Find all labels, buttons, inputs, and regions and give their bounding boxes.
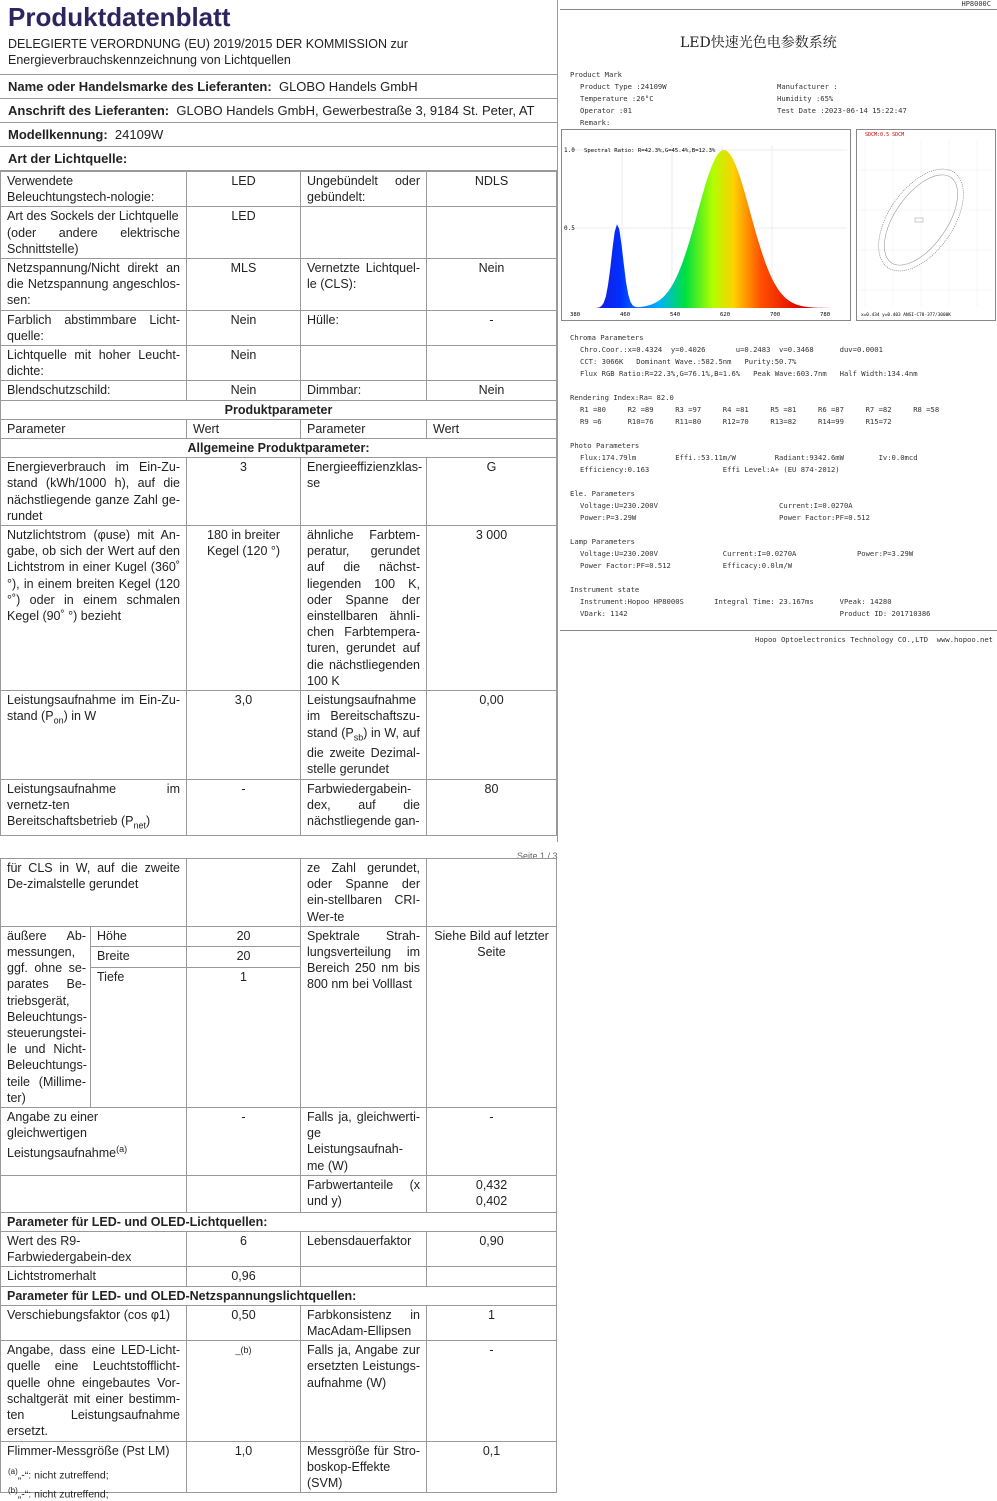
table-row	[1, 310, 557, 345]
param-value: 0,96	[187, 1267, 301, 1286]
x-tick: 540	[670, 312, 681, 318]
photo-row-1: Flux:174.79lm Effi.:53.11m/W Radiant:9342.6mW Iv:0.0mcd	[580, 453, 918, 462]
param-label: Netzspannung/Nicht direkt an die Netzspannung angeschlos-sen:	[1, 259, 187, 311]
table-row	[1, 691, 557, 780]
col-param-1: Parameter	[1, 419, 187, 438]
dim-value: 1	[187, 967, 301, 1107]
lamp-heading: Lamp Parameters	[570, 537, 635, 546]
param-label: Farbwiedergabein-dex, auf die nächstliegende gan-	[301, 779, 427, 835]
dim-name: Breite	[91, 947, 187, 968]
table-row	[1, 381, 557, 400]
param-label: Lebensdauerfaktor	[301, 1232, 427, 1267]
spectral-ratio: Spectral Ratio: R=42.3%,G=45.4%,B=12.3%	[584, 148, 716, 154]
spectrum-chart	[561, 129, 851, 321]
report-title: LED快速光色电参数系统	[680, 35, 837, 51]
param-value: NDLS	[427, 172, 557, 207]
param-value: -	[187, 779, 301, 835]
table-row	[1, 458, 557, 526]
param-label: Lichtquelle mit hoher Leucht-dichte:	[1, 346, 187, 381]
table-row	[1, 926, 557, 947]
table-row	[1, 346, 557, 381]
param-value: LED	[187, 207, 301, 259]
test-date: Test Date :2023-06-14 15:22:47	[777, 106, 907, 115]
param-value: -	[427, 310, 557, 345]
model-label: Modellkennung:	[8, 127, 108, 142]
y-tick-1: 1.0	[564, 147, 575, 154]
humidity: Humidity :65%	[777, 94, 834, 103]
datasheet-page-2	[0, 858, 557, 1493]
address-value: GLOBO Handels GmbH, Gewerbestraße 3, 9184 St. Peter, AT	[176, 103, 535, 118]
rendering-row-2: R9 =6 R10=76 R11=80 R12=70 R13=82 R14=99 R15=72	[580, 417, 892, 426]
param-value: -	[427, 1108, 557, 1176]
param-value	[427, 859, 557, 927]
col-value-2: Wert	[427, 419, 557, 438]
table-row	[1, 526, 557, 691]
measurement-report	[560, 0, 997, 648]
page-number: Seite 1 / 3	[517, 851, 558, 861]
datasheet-page-1	[0, 0, 558, 842]
general-params-heading: Allgemeine Produktparameter:	[1, 439, 557, 458]
table-row	[1, 172, 557, 207]
regulation-subtitle: DELEGIERTE VERORDNUNG (EU) 2019/2015 DER KOMMISSION zur Energieverbrauchskennzeichnung von Lichtquellen	[8, 37, 408, 67]
photo-heading: Photo Parameters	[570, 441, 640, 450]
supplier-label: Name oder Handelsmarke des Lieferanten:	[8, 79, 272, 94]
table-row	[1, 1267, 557, 1286]
page-title: Produktdatenblatt	[8, 2, 231, 32]
model-value: 24109W	[114, 127, 164, 142]
param-label: Angabe, dass eine LED-Licht-quelle eine Leuchtstofflicht-quelle ohne eingebautes Vor-schaltgerät mit einer bestimm-ten Leistungsaufnahme ersetzt.	[1, 1341, 187, 1441]
param-label: Farbwertanteile (x und y)	[301, 1175, 427, 1212]
empty-cell	[301, 1267, 427, 1286]
sdcm-label: SDCM:0.5 SDCM	[865, 132, 905, 138]
param-value: -	[427, 1341, 557, 1441]
dimensions-label: äußere Ab-messungen, ggf. ohne se-parates Be-triebsgerät, Beleuchtungs-steuerungstei-le und Nicht-Beleuchtungs-teile (Millime-ter)	[1, 926, 91, 1107]
rendering-row-1: R1 =80 R2 =89 R3 =97 R4 =81 R5 =81 R6 =87 R7 =82 R8 =58	[580, 405, 940, 414]
empty-cell	[1, 1175, 187, 1212]
param-label: Art des Sockels der Lichtquelle (oder andere elektrische Schnittstelle)	[1, 207, 187, 259]
col-value-1: Wert	[187, 419, 301, 438]
spectrum-label: Spektrale Strah-lungsverteilung im Bereich 250 nm bis 800 nm bei Volllast	[301, 926, 427, 1107]
dim-name: Tiefe	[91, 967, 187, 1107]
param-label: Leistungsaufnahme im Bereitschaftszu-stand $(P_{sb})$ in W, auf die zweite Dezimal-stelle gerundet	[301, 691, 427, 780]
x-tick: 780	[820, 312, 831, 318]
instrument-row-2: VDark: 1142 Product ID: 201710386	[580, 609, 931, 618]
x-tick: 380	[570, 312, 581, 318]
param-value: 0,00	[427, 691, 557, 780]
param-value	[427, 207, 557, 259]
table-row	[1, 1341, 557, 1441]
param-label: Energieeffizienzklas-se	[301, 458, 427, 526]
param-value: LED	[187, 172, 301, 207]
param-value: 180 in breiter Kegel (120 °)	[187, 526, 301, 691]
ele-row-1: Voltage:U=230.200V Current:I=0.0270A	[580, 501, 853, 510]
param-value: 0,50	[187, 1305, 301, 1340]
footnote-b: $^{(b)}$„-“: nicht zutreffend;	[8, 1486, 109, 1501]
param-label: Falls ja, Angabe zur ersetzten Leistungs-aufnahme (W)	[301, 1341, 427, 1441]
param-value: Nein	[187, 381, 301, 400]
param-label: Nutzlichtstrom (φuse) mit An-gabe, ob sich der Wert auf den Lichtstrom in einer Kugel (360˚ °), in einem breiten Kegel (120 °˚) oder in einem schmalen Kegel (90˚ °) bezieht	[1, 526, 187, 691]
flux-rgb-line: Flux RGB Ratio:R=22.3%,G=76.1%,B=1.6% Peak Wave:603.7nm Half Width:134.4nm	[580, 369, 918, 378]
instrument-heading: Instrument state	[570, 585, 640, 594]
param-label: Angabe zu einer gleichwertigen Leistungsaufnahme$^{(a)}$	[1, 1108, 187, 1176]
photo-row-2: Efficiency:0.163 Effi Level:A+ (EU 874-2012)	[580, 465, 840, 474]
remark: Remark:	[580, 118, 611, 127]
chroma-point	[915, 218, 923, 222]
table-row	[1, 207, 557, 259]
dim-value: 20	[187, 947, 301, 968]
product-mark-heading: Product Mark	[570, 70, 622, 79]
report-corner-label: HP8000C	[961, 0, 991, 8]
ele-row-2: Power:P=3.29W Power Factor:PF=0.512	[580, 513, 870, 522]
source-type-row	[0, 146, 557, 171]
footnote-a: $^{(a)}$„-“: nicht zutreffend;	[8, 1467, 109, 1482]
param-label	[301, 346, 427, 381]
param-value: 1,0	[187, 1441, 301, 1493]
supplier-row	[0, 74, 557, 98]
param-label: für CLS in W, auf die zweite De-zimalstelle gerundet	[1, 859, 187, 927]
address-row	[0, 98, 557, 122]
param-label: Hülle:	[301, 310, 427, 345]
mains-section-heading: Parameter für LED- und OLED-Netzspannungslichtquellen:	[1, 1286, 557, 1305]
cct-line: CCT: 3066K Dominant Wave.:582.5nm Purity:50.7%	[580, 357, 797, 366]
empty-cell	[427, 1267, 557, 1286]
param-label	[301, 207, 427, 259]
param-value: 3 000	[427, 526, 557, 691]
param-value	[187, 859, 301, 927]
chroma-heading: Chroma Parameters	[570, 333, 644, 342]
param-label: Vernetzte Lichtquel-le (CLS):	[301, 259, 427, 311]
param-value: 0,90	[427, 1232, 557, 1267]
table-row	[1, 1175, 557, 1212]
chroma-coords: Chro.Coor.:x=0.4324 y=0.4026 u=0.2483 v=0.3468 duv=0.0001	[580, 345, 883, 354]
x-tick: 700	[770, 312, 781, 318]
source-type-label: Art der Lichtquelle:	[8, 151, 128, 166]
address-label: Anschrift des Lieferanten:	[8, 103, 170, 118]
dim-value: 20	[187, 926, 301, 947]
spectrum-value: Siehe Bild auf letzter Seite	[427, 926, 557, 1107]
param-value: 3	[187, 458, 301, 526]
cie-svg	[857, 130, 995, 320]
rendering-heading: Rendering Index:Ra= 82.0	[570, 393, 674, 402]
param-label: Wert des R9-Farbwiedergabein-dex	[1, 1232, 187, 1267]
param-value: Nein	[427, 381, 557, 400]
instrument-row-1: Instrument:Hopoo HP8000S Integral Time: 23.167ms VPeak: 14280	[580, 597, 892, 606]
param-value: 0,1	[427, 1441, 557, 1493]
led-section-heading: Parameter für LED- und OLED-Lichtquellen:	[1, 1212, 557, 1231]
param-label: Falls ja, gleichwerti-ge Leistungsaufnah-me (W)	[301, 1108, 427, 1176]
dim-name: Höhe	[91, 926, 187, 947]
model-row	[0, 122, 557, 146]
param-label: Dimmbar:	[301, 381, 427, 400]
param-value: Nein	[187, 310, 301, 345]
param-label: Farblich abstimmbare Licht-quelle:	[1, 310, 187, 345]
x-tick: 460	[620, 312, 631, 318]
param-value: 3,0	[187, 691, 301, 780]
report-footer: Hopoo Optoelectronics Technology CO.,LTD www.hopoo.net	[755, 635, 993, 644]
table-row	[1, 859, 557, 927]
temperature: Temperature :26°C	[580, 94, 654, 103]
col-param-2: Parameter	[301, 419, 427, 438]
cie-chart	[856, 129, 996, 321]
product-type: Product Type :24109W	[580, 82, 667, 91]
y-tick-05: 0.5	[564, 225, 575, 232]
param-label: Flimmer-Messgröße (Pst LM)	[1, 1441, 187, 1493]
param-value: -	[187, 1108, 301, 1176]
param-label: Energieverbrauch im Ein-Zu-stand (kWh/1000 h), auf die nächstliegende ganze Zahl ge-rundet	[1, 458, 187, 526]
param-value: 6	[187, 1232, 301, 1267]
param-label: ze Zahl gerundet, oder Spanne der ein-stellbaren CRI-Wer-te	[301, 859, 427, 927]
supplier-value: GLOBO Handels GmbH	[278, 79, 418, 94]
param-label: Leistungsaufnahme im Ein-Zu-stand $(P_{on})$ in W	[1, 691, 187, 780]
lamp-row-1: Voltage:U=230.200V Current:I=0.0270A Power:P=3.29W	[580, 549, 914, 558]
product-params-heading: Produktparameter	[1, 400, 557, 419]
param-value: MLS	[187, 259, 301, 311]
cie-coords: x=0.434 y=0.403 ANSI-C78-377/3000K	[861, 313, 951, 318]
x-tick: 620	[720, 312, 731, 318]
param-label: Messgröße für Stro-boskop-Effekte (SVM)	[301, 1441, 427, 1493]
table-row	[1, 1305, 557, 1340]
param-label: Farbkonsistenz in MacAdam-Ellipsen	[301, 1305, 427, 1340]
param-value	[427, 1175, 557, 1212]
param-label: ähnliche Farbtem-peratur, gerundet auf die nächst-liegenden 100 K, oder Spanne der einstellbaren ähnli-chen Farbtempera-turen, gerundet auf die nächstliegenden 100 K	[301, 526, 427, 691]
ele-heading: Ele. Parameters	[570, 489, 635, 498]
param-label: Ungebündelt oder gebündelt:	[301, 172, 427, 207]
chroma-y: 0,402	[475, 1194, 508, 1209]
lamp-row-2: Power Factor:PF=0.512 Efficacy:0.0lm/W	[580, 561, 793, 570]
param-value: 1	[427, 1305, 557, 1340]
type-table	[0, 171, 557, 836]
table-row	[1, 779, 557, 835]
param-label: Lichtstromerhalt	[1, 1267, 187, 1286]
param-label: Verwendete Beleuchtungstech-nologie:	[1, 172, 187, 207]
table-row	[1, 1232, 557, 1267]
param-value: G	[427, 458, 557, 526]
chroma-x: 0,432	[475, 1177, 508, 1192]
param-label: Verschiebungsfaktor (cos φ1)	[1, 1305, 187, 1340]
param-value: 80	[427, 779, 557, 835]
operator: Operator :01	[580, 106, 632, 115]
param-value	[427, 346, 557, 381]
param-label: Leistungsaufnahme im vernetz-ten Bereitschaftsbetrieb $(P_{net})$	[1, 779, 187, 835]
manufacturer: Manufacturer :	[777, 82, 838, 91]
table-row	[1, 259, 557, 311]
empty-cell	[187, 1175, 301, 1212]
param-value: _(b)	[187, 1341, 301, 1441]
param-value: Nein	[187, 346, 301, 381]
table-row	[1, 1108, 557, 1176]
continued-table	[0, 858, 557, 1493]
param-value: Nein	[427, 259, 557, 311]
spectrum-svg	[562, 130, 850, 320]
param-label: Blendschutzschild:	[1, 381, 187, 400]
spectrum-curve	[572, 150, 842, 308]
